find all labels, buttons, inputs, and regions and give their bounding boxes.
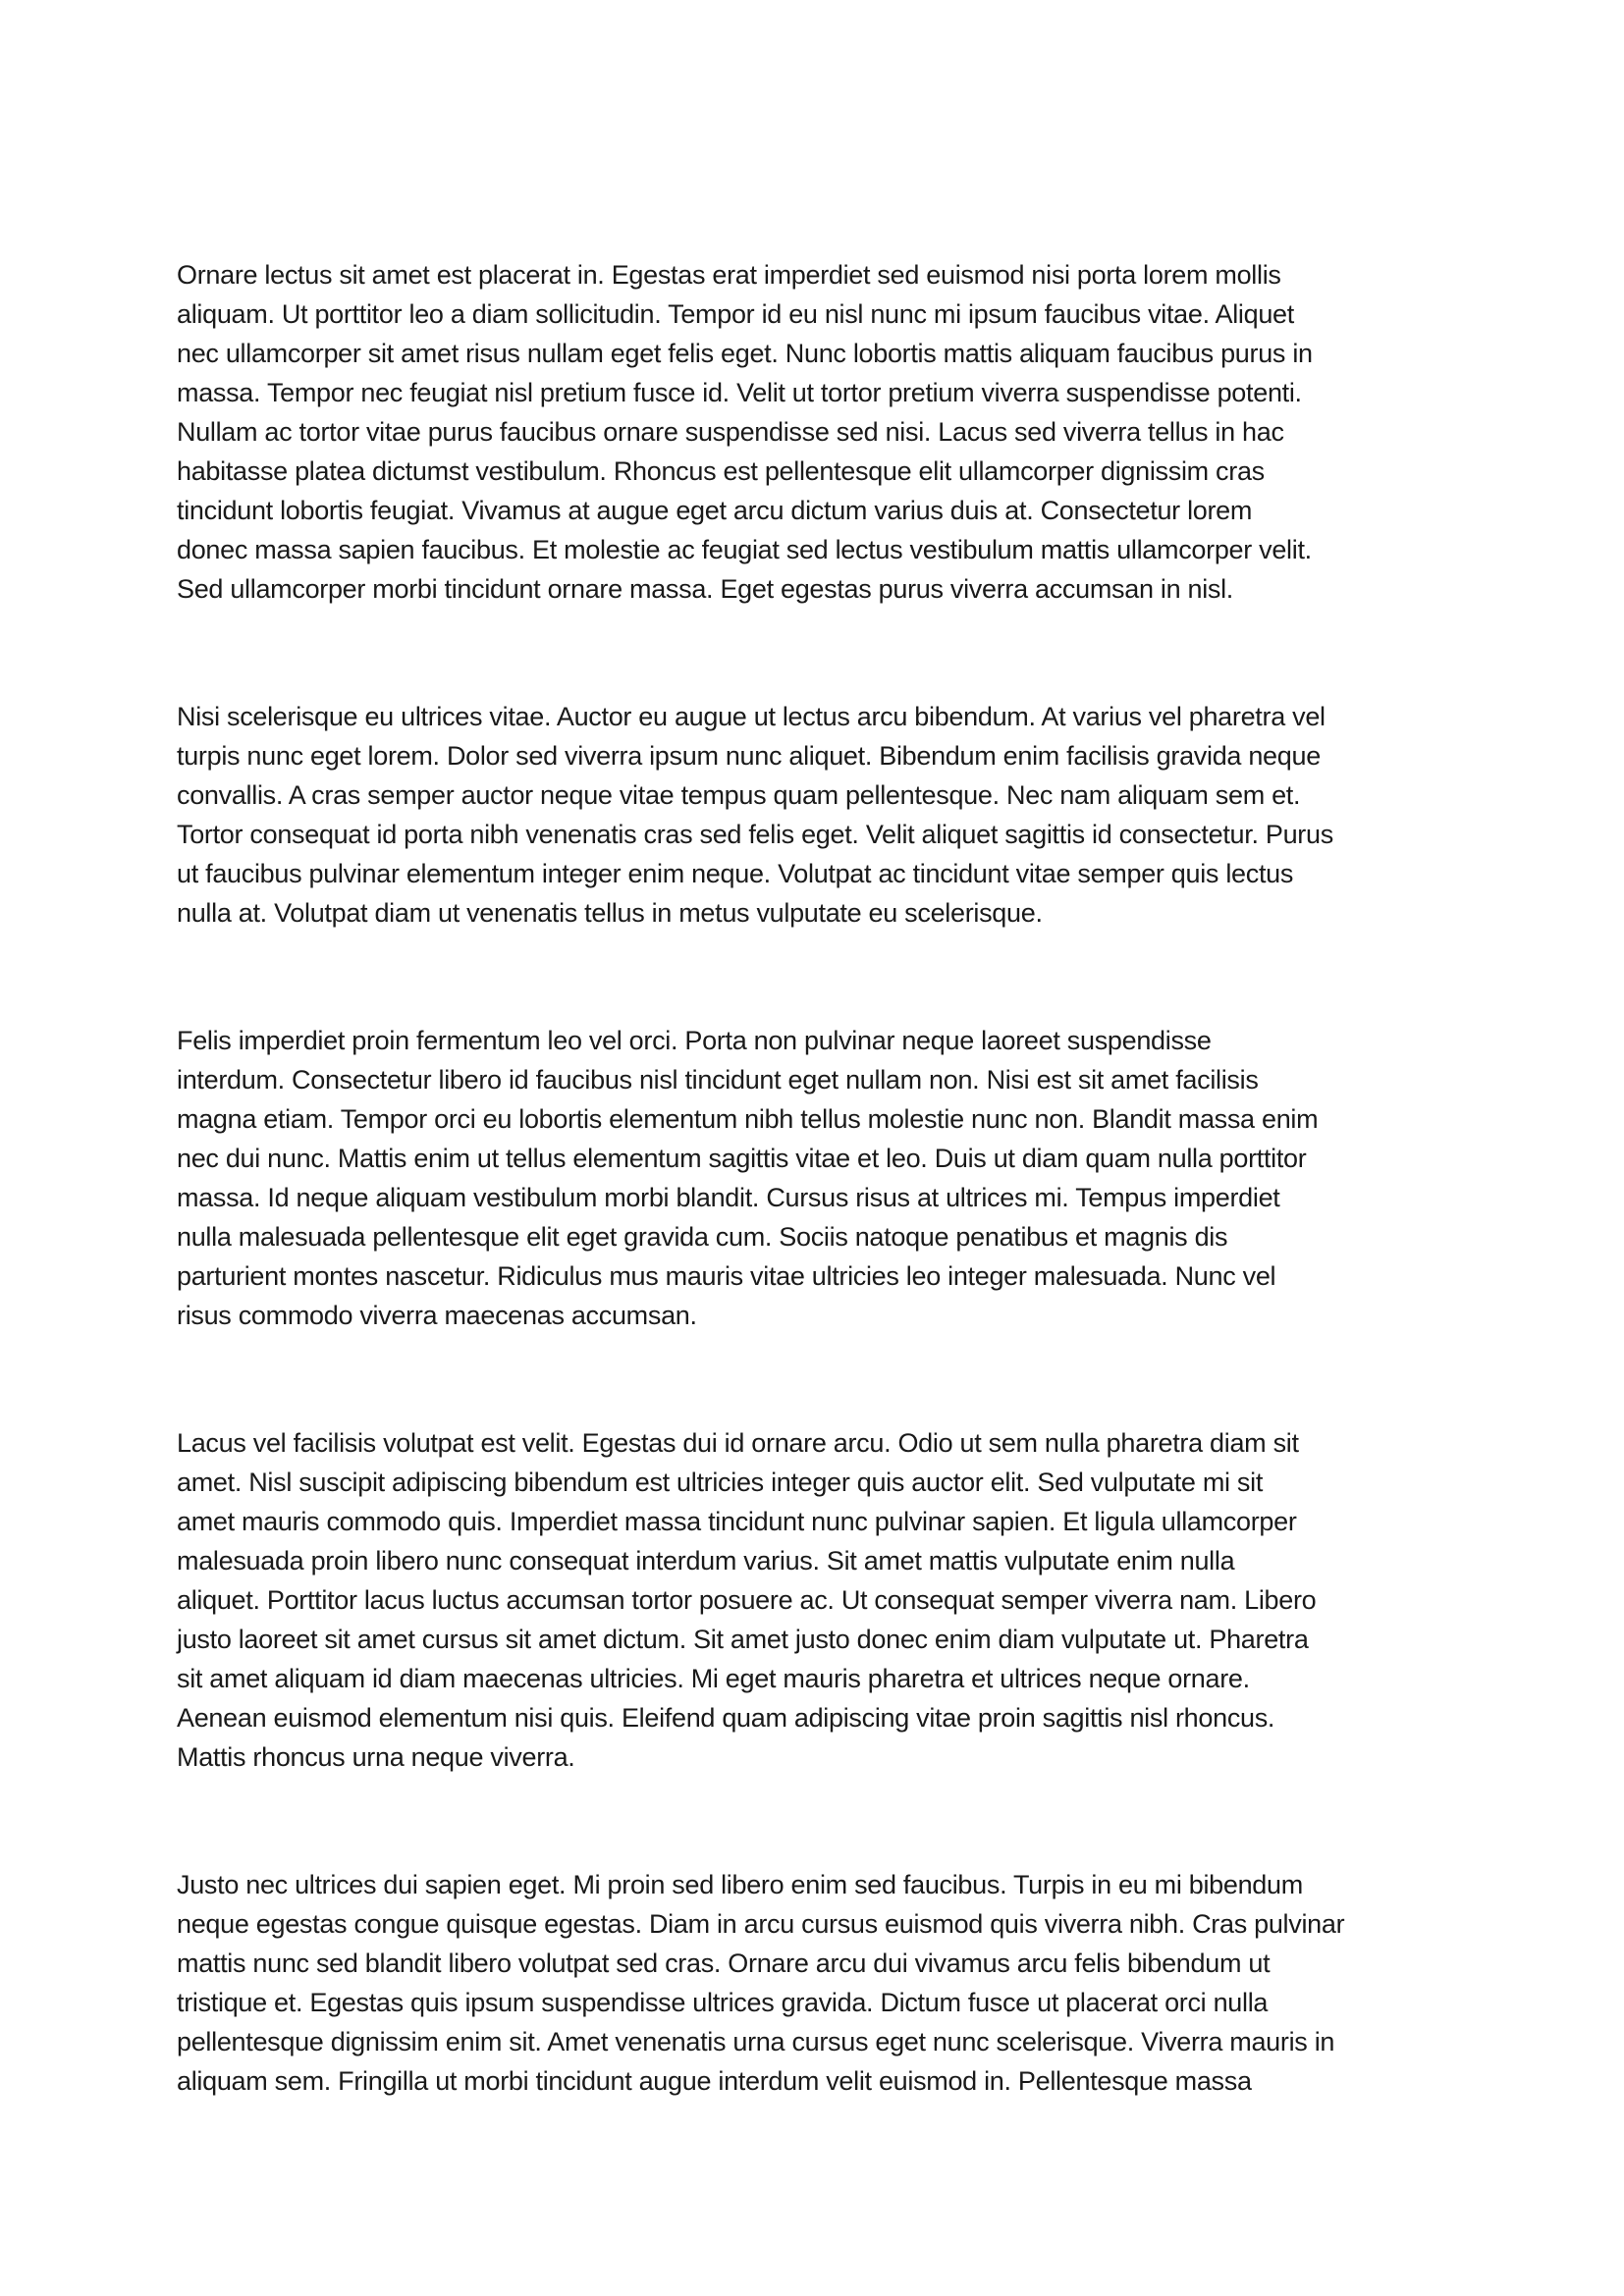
text-line: habitasse platea dictumst vestibulum. Rhoncus est pellentesque elit ullamcorper dignissim cras	[177, 456, 1265, 486]
text-line: nulla at. Volutpat diam ut venenatis tellus in metus vulputate eu scelerisque.	[177, 898, 1043, 928]
text-line: tristique et. Egestas quis ipsum suspendisse ultrices gravida. Dictum fusce ut placerat orci nulla	[177, 1988, 1269, 2017]
text-line: convallis. A cras semper auctor neque vitae tempus quam pellentesque. Nec nam aliquam sem et.	[177, 780, 1301, 810]
text-line: Felis imperdiet proin fermentum leo vel orci. Porta non pulvinar neque laoreet suspendisse	[177, 1026, 1212, 1055]
paragraph-3	[177, 1021, 1457, 1335]
text-line: massa. Id neque aliquam vestibulum morbi blandit. Cursus risus at ultrices mi. Tempus imperdiet	[177, 1183, 1280, 1212]
text-line: nulla malesuada pellentesque elit eget gravida cum. Sociis natoque penatibus et magnis dis	[177, 1222, 1228, 1252]
text-line: tincidunt lobortis feugiat. Vivamus at augue eget arcu dictum varius duis at. Consectetur lorem	[177, 496, 1253, 525]
paragraph-4	[177, 1423, 1457, 1777]
text-line: nec ullamcorper sit amet risus nullam eget felis eget. Nunc lobortis mattis aliquam faucibus purus in	[177, 339, 1313, 368]
text-line: Tortor consequat id porta nibh venenatis cras sed felis eget. Velit aliquet sagittis id consectetur. Purus	[177, 820, 1333, 849]
text-line: amet mauris commodo quis. Imperdiet massa tincidunt nunc pulvinar sapien. Et ligula ullamcorper	[177, 1507, 1297, 1536]
text-line: parturient montes nascetur. Ridiculus mus mauris vitae ultricies leo integer malesuada. Nunc vel	[177, 1261, 1276, 1291]
text-line: pellentesque dignissim enim sit. Amet venenatis urna cursus eget nunc scelerisque. Viverra mauris in	[177, 2027, 1335, 2056]
paragraph-2	[177, 697, 1457, 933]
text-line: Ornare lectus sit amet est placerat in. Egestas erat imperdiet sed euismod nisi porta lorem mollis	[177, 260, 1281, 290]
text-line: aliquam. Ut porttitor leo a diam sollicitudin. Tempor id eu nisl nunc mi ipsum faucibus vitae. Aliquet	[177, 299, 1294, 329]
text-line: turpis nunc eget lorem. Dolor sed viverra ipsum nunc aliquet. Bibendum enim facilisis gravida neque	[177, 741, 1321, 771]
text-line: donec massa sapien faucibus. Et molestie ac feugiat sed lectus vestibulum mattis ullamcorper velit.	[177, 535, 1312, 564]
text-line: sit amet aliquam id diam maecenas ultricies. Mi eget mauris pharetra et ultrices neque ornare.	[177, 1664, 1250, 1693]
text-line: Lacus vel facilisis volutpat est velit. Egestas dui id ornare arcu. Odio ut sem nulla pharetra diam sit	[177, 1428, 1299, 1458]
text-line: Nullam ac tortor vitae purus faucibus ornare suspendisse sed nisi. Lacus sed viverra tellus in hac	[177, 417, 1284, 447]
text-line: justo laoreet sit amet cursus sit amet dictum. Sit amet justo donec enim diam vulputate ut. Pharetra	[177, 1625, 1309, 1654]
text-line: nec dui nunc. Mattis enim ut tellus elementum sagittis vitae et leo. Duis ut diam quam nulla porttitor	[177, 1144, 1307, 1173]
text-line: Sed ullamcorper morbi tincidunt ornare massa. Eget egestas purus viverra accumsan in nisl.	[177, 574, 1234, 604]
text-line: Nisi scelerisque eu ultrices vitae. Auctor eu augue ut lectus arcu bibendum. At varius vel pharetra vel	[177, 702, 1326, 731]
paragraph-1	[177, 255, 1457, 609]
text-line: aliquam sem. Fringilla ut morbi tincidunt augue interdum velit euismod in. Pellentesque massa	[177, 2066, 1252, 2096]
text-line: neque egestas congue quisque egestas. Diam in arcu cursus euismod quis viverra nibh. Cras pulvinar	[177, 1909, 1345, 1939]
text-line: massa. Tempor nec feugiat nisl pretium fusce id. Velit ut tortor pretium viverra suspendisse potenti.	[177, 378, 1302, 407]
text-line: amet. Nisl suscipit adipiscing bibendum est ultricies integer quis auctor elit. Sed vulputate mi sit	[177, 1468, 1264, 1497]
text-line: malesuada proin libero nunc consequat interdum varius. Sit amet mattis vulputate enim nulla	[177, 1546, 1235, 1575]
text-line: risus commodo viverra maecenas accumsan.	[177, 1301, 697, 1330]
paragraph-5	[177, 1865, 1457, 2101]
text-line: interdum. Consectetur libero id faucibus nisl tincidunt eget nullam non. Nisi est sit amet facilisis	[177, 1065, 1259, 1095]
text-line: mattis nunc sed blandit libero volutpat sed cras. Ornare arcu dui vivamus arcu felis bibendum ut	[177, 1949, 1271, 1978]
text-line: Justo nec ultrices dui sapien eget. Mi proin sed libero enim sed faucibus. Turpis in eu mi bibendum	[177, 1870, 1303, 1899]
text-line: Mattis rhoncus urna neque viverra.	[177, 1742, 575, 1772]
text-line: Aenean euismod elementum nisi quis. Eleifend quam adipiscing vitae proin sagittis nisl rhoncus.	[177, 1703, 1275, 1733]
text-line: ut faucibus pulvinar elementum integer enim neque. Volutpat ac tincidunt vitae semper quis lectus	[177, 859, 1294, 888]
text-line: magna etiam. Tempor orci eu lobortis elementum nibh tellus molestie nunc non. Blandit massa enim	[177, 1104, 1319, 1134]
text-line: aliquet. Porttitor lacus luctus accumsan tortor posuere ac. Ut consequat semper viverra nam. Libero	[177, 1585, 1317, 1615]
